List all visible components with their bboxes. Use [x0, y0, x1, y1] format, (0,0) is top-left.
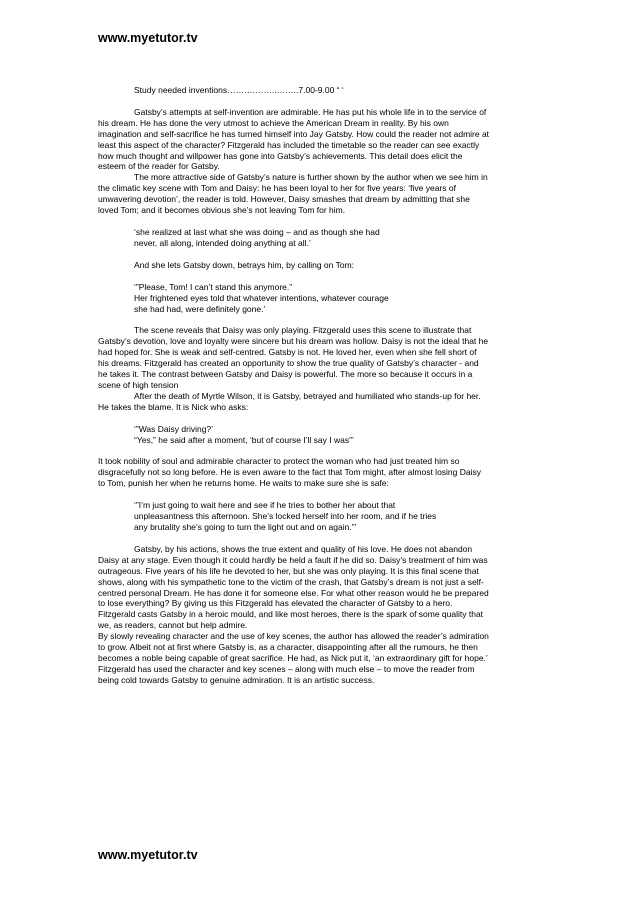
paragraph [98, 544, 544, 686]
text-line: ‘”Was Daisy driving?’ [134, 423, 214, 434]
paragraph [98, 424, 544, 446]
paragraph [98, 325, 544, 412]
text-line: After the death of Myrtle Wilson, it is Gatsby, betrayed and humiliated who stands-up for her. [134, 390, 481, 401]
text-line: he takes it. The contrast between Gatsby and Daisy is powerful. The more so because it occurs in a [98, 369, 473, 380]
text-line: ‘”I’m just going to wait here and see if he tries to bother her about that [134, 500, 396, 511]
text-line: she had had, were definitely gone.’ [134, 303, 266, 314]
site-header: www.myetutor.tv [98, 31, 198, 45]
text-line: “Yes,” he said after a moment, ‘but of course I’ll say I was”’ [134, 434, 354, 445]
paragraph [98, 500, 544, 533]
site-footer: www.myetutor.tv [98, 848, 198, 862]
text-line: to grow. Albeit not at first where Gatsby is, as a character, disappointing after all the rumours, he then [98, 642, 478, 653]
text-line: had hoped for. She is weak and self-centred. Gatsby is not. He loved her, even when she fell short of [98, 347, 477, 358]
text-line: Gatsby’s devotion, love and loyalty were sincere but his dream was hollow. Daisy is not the ideal that he [98, 336, 489, 347]
text-line: his dream. He has done the very utmost to achieve the American Dream in reality. By his own [98, 117, 449, 128]
paragraph-gap [98, 271, 544, 282]
text-line: to lose everything? By giving us this Fitzgerald has elevated the character of Gatsby to a hero. [98, 598, 453, 609]
document-body [98, 76, 544, 686]
paragraph-gap [98, 489, 544, 500]
text-line: He takes the blame. It is Nick who asks: [98, 401, 249, 412]
text-line: being cold towards Gatsby to genuine admiration. It is an artistic success. [98, 674, 375, 685]
paragraph [98, 456, 544, 489]
paragraph [98, 85, 544, 96]
text-line: Her frightened eyes told that whatever intentions, whatever courage [134, 292, 389, 303]
text-line: outrageous. Five years of his life he devoted to her, but she was only playing. It is this final scene that [98, 565, 479, 576]
text-line: shows, along with his sympathetic tone to the victim of the crash, that Gatsby’s dream is not just a self- [98, 576, 484, 587]
text-line: loved Tom; and it becomes obvious she’s not leaving Tom for him. [98, 205, 346, 216]
text-line: never, all along, intended doing anything at all.’ [134, 237, 311, 248]
paragraph-gap [98, 96, 544, 107]
text-line: And she lets Gatsby down, betrays him, by calling on Tom: [134, 259, 355, 270]
text-line: to Tom, punish her when he returns home. He waits to make sure she is safe: [98, 478, 389, 489]
paragraph-gap [98, 314, 544, 325]
text-line: Gatsby’s attempts at self-invention are admirable. He has put his whole life in to the service of [134, 106, 487, 117]
text-line: unpleasantness this afternoon. She’s locked herself into her room, and if he tries [134, 511, 437, 522]
text-line: his dreams. Fitzgerald has created an opportunity to show the true quality of Gatsby’s character - and [98, 358, 479, 369]
text-line: scene of high tension [98, 379, 179, 390]
paragraph-gap [98, 445, 544, 456]
text-line: By slowly revealing character and the use of key scenes, the author has allowed the reader’s admiration [98, 631, 489, 642]
text-line: imagination and self-sacrifice he has turned himself into Jay Gatsby. How could the reader not admire at [98, 128, 490, 139]
text-line: The scene reveals that Daisy was only playing. Fitzgerald uses this scene to illustrate that [134, 325, 472, 336]
text-line: we, as readers, cannot but help admire. [98, 620, 248, 631]
text-line: unwavering devotion’, the reader is told. However, Daisy smashes that dream by admitting that she [98, 194, 470, 205]
paragraph-gap [98, 76, 544, 85]
text-line: any brutality she’s going to turn the light out and on again.”’ [134, 522, 357, 532]
text-line: how much thought and willpower has gone into Gatsby’s achievements. This detail does elicit the [98, 150, 463, 161]
text-line: ‘”Please, Tom! I can’t stand this anymore.” [134, 281, 293, 292]
text-line: esteem of the reader for Gatsby. [98, 161, 220, 172]
text-line: It took nobility of soul and admirable character to protect the woman who had just treated him so [98, 456, 460, 467]
paragraph [98, 260, 544, 271]
text-line: disgracefully not so long before. He is even aware to the fact that Tom might, after almost losing Daisy [98, 467, 482, 478]
paragraph [98, 282, 544, 315]
text-line: The more attractive side of Gatsby’s nature is further shown by the author when we see him in [134, 172, 488, 183]
text-line: Gatsby, by his actions, shows the true extent and quality of his love. He does not abandon [134, 543, 473, 554]
text-line: Fitzgerald casts Gatsby in a heroic mould, and like most heroes, there is the spark of some quality that [98, 609, 484, 620]
paragraph-gap [98, 413, 544, 424]
paragraph-gap [98, 216, 544, 227]
paragraph-gap [98, 249, 544, 260]
text-line: the climatic key scene with Tom and Daisy: he has been loyal to her for five years: ‘five years of [98, 183, 456, 194]
text-line: ‘she realized at last what she was doing – and as though she had [134, 226, 380, 237]
text-line: Study needed inventions……….……..……..7.00-9.00 “ ‘ [134, 85, 344, 95]
text-line: Daisy at any stage. Even though it could hardly be held a fault if he did so. Daisy’s treatment of him was [98, 554, 488, 565]
text-line: Fitzgerald has used the character and key scenes – along with much else – to move the reader from [98, 663, 475, 674]
paragraph [98, 227, 544, 249]
text-line: becomes a noble being capable of great sacrifice. He had, as Nick put it, ‘an extraordinary gift for hope.’ [98, 652, 488, 663]
text-line: centred personal Dream. He has done it for someone else. For what other reason would he be prepared [98, 587, 489, 598]
paragraph [98, 107, 544, 216]
text-line: least this aspect of the character? Fitzgerald has included the timetable so the reader can see exactly [98, 139, 480, 150]
paragraph-gap [98, 533, 544, 544]
